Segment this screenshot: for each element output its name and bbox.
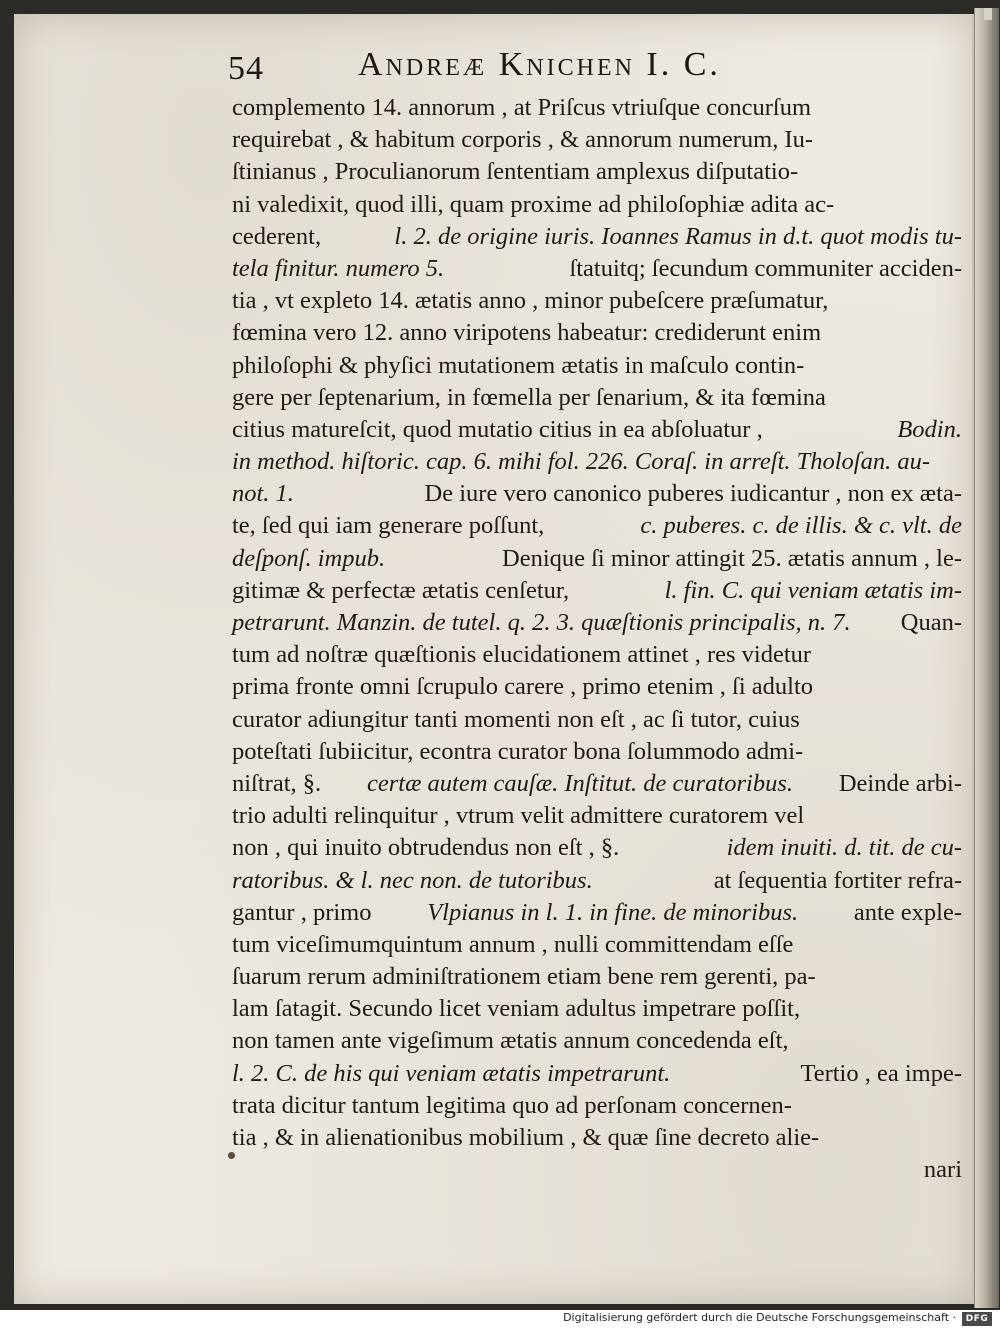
text-line [232, 510, 962, 542]
body-text-segment: niſtrat, §. [232, 769, 322, 797]
text-line [232, 671, 962, 703]
body-text-segment: ni valedixit, quod illi, quam proxime ad philoſophiæ adita ac- [232, 190, 835, 218]
body-text-segment: Quan- [900, 609, 962, 636]
body-text-segment: nari [923, 1156, 962, 1184]
body-text-segment: tum viceſimumquintum annum , nulli committendam eſſe [232, 930, 794, 958]
dfg-logo-icon: DFG [962, 1312, 992, 1326]
text-line [232, 1090, 962, 1122]
text-line [232, 1058, 962, 1090]
text-line [232, 768, 962, 800]
text-line [232, 1025, 962, 1057]
citation-text: Bodin. [897, 415, 962, 443]
body-text-segment: gitimæ & perfectæ ætatis cenſetur, [232, 576, 570, 604]
text-line [232, 993, 962, 1025]
body-text-segment: citius matureſcit, quod mutatio citius in ea abſoluatur , [232, 415, 763, 443]
text-line [232, 221, 962, 253]
text-line [232, 1154, 962, 1186]
text-line [232, 414, 962, 446]
body-text-segment: lam ſatagit. Secundo licet veniam adultus impetrare poſſit, [232, 995, 801, 1023]
body-text-segment: trata dicitur tantum legitima quo ad perſonam concernen- [232, 1091, 792, 1119]
body-text-segment: trio adulti relinquitur , vtrum velit admittere curatorem vel [232, 802, 805, 830]
body-text-segment: ante exple- [853, 898, 962, 926]
citation-text: ratoribus. & l. nec non. de tutoribus. [232, 866, 593, 894]
body-text-segment: De iure vero canonico puberes iudicantur , non ex æta- [424, 480, 962, 508]
text-line [232, 961, 962, 993]
body-text-segment: poteſtati ſubiicitur, econtra curator bona ſolummodo admi- [232, 737, 804, 765]
body-text-segment: at ſequentia fortiter refra- [713, 866, 962, 894]
body-text-segment: ſuarum rerum adminiſtrationem etiam bene rem gerenti, pa- [232, 963, 816, 991]
body-text-segment: gantur , primo [232, 898, 372, 926]
citation-text: petrarunt. Manzin. de tutel. q. 2. 3. quæſtionis principalis, n. 7. [232, 609, 851, 636]
body-text-segment: non tamen ante vigeſimum ætatis annum concedenda eſt, [232, 1027, 789, 1055]
text-line [232, 156, 962, 188]
body-text-segment: te, ſed qui iam generare poſſunt, [232, 512, 545, 540]
text-line [232, 543, 962, 575]
body-text-segment: tum ad noſtræ quæſtionis elucidationem attinet , res videtur [232, 641, 812, 669]
text-line [232, 639, 962, 671]
body-text-segment: fœmina vero 12. anno viripotens habeatur: crediderunt enim [232, 319, 822, 347]
spine-mark [984, 8, 992, 20]
text-line [232, 92, 962, 124]
citation-text: l. 2. C. de his qui veniam ætatis impetrarunt. [232, 1059, 671, 1087]
text-line [232, 382, 962, 414]
footer-credit: Digitalisierung gefördert durch die Deutsche Forschungsgemeinschaft · [563, 1311, 956, 1324]
citation-text: certæ autem cauſæ. Inſtitut. de curatoribus. [367, 769, 793, 797]
body-text-segment: ſtatuitq; ſecundum communiter acciden- [569, 254, 962, 282]
body-text-segment: gere per ſeptenarium, in fœmella per ſenarium, & ita fœmina [232, 383, 826, 411]
citation-text: l. fin. C. qui veniam ætatis im- [664, 576, 962, 604]
text-line [232, 897, 962, 929]
text-line [232, 189, 962, 221]
text-line [232, 800, 962, 832]
text-line [232, 253, 962, 285]
body-text-segment: ſtinianus , Proculianorum ſententiam amplexus diſputatio- [232, 158, 799, 186]
citation-text: c. puberes. c. de illis. & c. vlt. de [640, 512, 962, 540]
body-text-segment: requirebat , & habitum corporis , & annorum numerum, Iu- [232, 126, 814, 154]
text-line [232, 575, 962, 607]
body-text-segment: philoſophi & phyſici mutationem ætatis in maſculo contin- [232, 351, 805, 379]
body-text [232, 92, 962, 1186]
text-line [232, 929, 962, 961]
text-line [232, 607, 962, 639]
body-text-segment: prima fronte omni ſcrupulo carere , primo etenim , ſi adulto [232, 673, 814, 701]
page-number: 54 [228, 50, 264, 87]
body-text-segment: tia , vt expleto 14. ætatis anno , minor pubeſcere præſumatur, [232, 287, 829, 315]
body-text-segment: Tertio , ea impe- [800, 1059, 962, 1087]
citation-text: Vlpianus in l. 1. in fine. de minoribus. [427, 898, 799, 926]
citation-text: tela finitur. numero 5. [232, 254, 445, 282]
body-text-segment: curator adiungitur tanti momenti non eſt , ac ſi tutor, cuius [232, 705, 800, 733]
text-line [232, 704, 962, 736]
text-line [232, 736, 962, 768]
text-line [232, 446, 962, 478]
body-text-segment: Denique ſi minor attingit 25. ætatis annum , le- [502, 544, 962, 572]
citation-text: idem inuiti. d. tit. de cu- [726, 834, 962, 862]
body-text-segment: Deinde arbi- [838, 769, 962, 797]
body-text-segment: tia , & in alienationibus mobilium , & quæ ſine decreto alie- [232, 1124, 820, 1151]
ink-blot [228, 1152, 235, 1159]
text-line [232, 124, 962, 156]
book-spine [974, 8, 999, 1308]
citation-text: not. 1. [232, 480, 294, 508]
text-line [232, 317, 962, 349]
citation-text: l. 2. de origine iuris. Ioannes Ramus in d.t. quot modis tu- [394, 222, 962, 250]
citation-text: in method. hiſtoric. cap. 6. mihi fol. 226. Coraſ. in arreſt. Tholoſan. au- [232, 448, 931, 476]
text-line [232, 865, 962, 897]
text-line [232, 285, 962, 317]
text-line [232, 1122, 962, 1154]
text-line [232, 832, 962, 864]
text-line [232, 350, 962, 382]
running-title: Andreæ Knichen I. C. [358, 46, 721, 83]
body-text-segment: complemento 14. annorum , at Priſcus vtriuſque concurſum [232, 94, 812, 121]
text-line [232, 478, 962, 510]
citation-text: deſponſ. impub. [232, 544, 386, 572]
body-text-segment: cederent, [232, 222, 322, 250]
body-text-segment: non , qui inuito obtrudendus non eſt , §. [232, 834, 620, 862]
